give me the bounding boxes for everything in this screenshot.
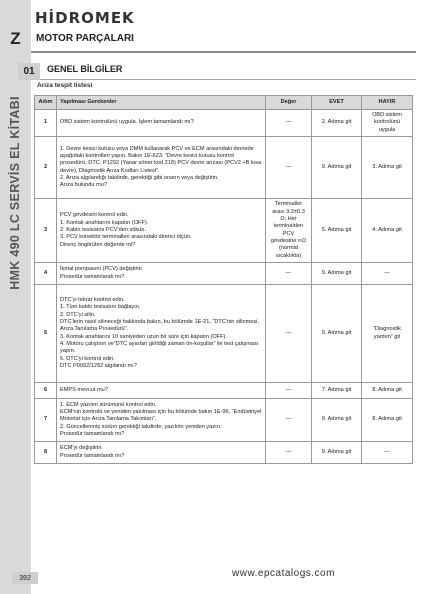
action-line: 2. Arıza algılandığı takdirde, gerektiği gibi onarın veya değiştirin. (60, 175, 219, 181)
table-row (35, 110, 413, 137)
action-line: 1. Devre kesici kutusu veya DMM kullanarak PCV ve ECM arasındaki devrede aşağıdaki kontrolleri yapın. Bakın 1E-623, “Devre kesici kutusu kontrol prosedürü, DTC: P1292 (Yanar söner kod 218) PCV devre arızası (PCV2 +B kısa devre), Diagnostik Arıza Kodları Listesi”. (60, 145, 262, 174)
header-actions: Yapılması Gerekenler (57, 96, 266, 110)
section-subtitle: Arıza tespit listesi (37, 82, 93, 89)
step-cell: 1 (35, 110, 57, 137)
action-line: 1. ECM yazılım sürümünü kontrol edin. (60, 401, 157, 408)
table-row (35, 199, 413, 263)
header-no: HAYIR (362, 96, 413, 110)
yes-cell: 9. Adıma git (312, 442, 362, 464)
action-line: Direnç öngörülen değerde mi? (60, 241, 136, 248)
header-yes: EVET (312, 96, 362, 110)
watermark: www.epcatalogs.com (232, 568, 335, 579)
header-divider (31, 51, 416, 53)
brand-logo: HİDROMEK (35, 9, 135, 27)
action-line: 2. Kablo tesisatını PCV'den sökün. (60, 226, 146, 233)
value-cell: — (266, 442, 312, 464)
chapter-title: MOTOR PARÇALARI (36, 33, 134, 44)
action-line: 2. Güncellenmiş sürüm gerektiği takdirde, yazılımı yeniden yazın. (60, 423, 222, 430)
action-line: 1. Tüm kablo tesisatını bağlayın. (60, 304, 141, 311)
no-cell: — (362, 263, 413, 285)
step-cell: 2 (35, 137, 57, 199)
actions-cell (57, 285, 266, 383)
table-header-row (35, 96, 413, 110)
action-line: Prosedür tamamlandı mı? (60, 452, 125, 459)
action-line: PCV gövdesini kontrol edin. (60, 212, 129, 219)
no-cell: — (362, 442, 413, 464)
section-divider (40, 79, 416, 80)
step-cell: 7 (35, 399, 57, 442)
side-bar (0, 0, 31, 594)
table-row (35, 285, 413, 383)
yes-cell: 9. Adıma git (312, 285, 362, 383)
action-line: İkmal pompasını (PCV) değiştirin. (60, 266, 144, 273)
step-cell: 5 (35, 285, 57, 383)
chapter-letter: Z (10, 29, 21, 48)
value-cell: — (266, 399, 312, 442)
no-cell: OBD sistem kontrolünü uygula (362, 110, 413, 137)
no-cell: 4. Adıma git (362, 199, 413, 263)
action-line: 2. DTC'yi silin. (60, 311, 96, 318)
actions-cell (57, 442, 266, 464)
actions-cell (57, 137, 266, 199)
actions-cell (57, 383, 266, 399)
table-row (35, 442, 413, 464)
table-row (35, 399, 413, 442)
header-step: Adım (35, 96, 57, 110)
page-number: 392 (12, 572, 38, 584)
no-cell: “Diagnostik yardım” git (362, 285, 413, 383)
yes-cell: 7. Adıma git (312, 383, 362, 399)
value-cell: — (266, 383, 312, 399)
header-value: Değer (266, 96, 312, 110)
action-line: 3. PCV konektör terminalleri arasındaki direnci ölçün. (60, 234, 192, 241)
value-cell: — (266, 110, 312, 137)
no-cell: 8. Adıma git (362, 383, 413, 399)
actions-cell (57, 399, 266, 442)
side-title-container (4, 95, 26, 290)
action-line: ECM'nin kontrolü ve yeniden yazılması için bu bölümde bakın 1E-96, “Endüstriyel Motorlar için Arıza Tanılama Takımları”. (60, 409, 262, 423)
action-line: OBD sistem kontrolünü uygula. İşlem tamamlandı mı? (60, 119, 194, 126)
action-line: ECM'yi değiştirin. (60, 445, 104, 452)
value-cell: Terminaller arası 3.2±0.3 Ω; Her terminalden PCV gövdesine:∞Ω (normal sıcaklıkta) (266, 199, 312, 263)
action-line: DTC P0092/1292 algılandı mı? (60, 363, 137, 370)
actions-cell (57, 110, 266, 137)
action-line: DTC'lerin nasıl silineceği hakkında bakın, bu bölümde 1E-21, “DTC'nin silinmesi, Arıza Tanılama Prosedürü”. (60, 318, 259, 333)
no-cell: 3. Adıma git (362, 137, 413, 199)
action-line: Arıza bulundu mu? (60, 182, 107, 189)
yes-cell: 9. Adıma git (312, 263, 362, 285)
section-number: 01 (18, 63, 40, 80)
actions-cell (57, 263, 266, 285)
table-row (35, 137, 413, 199)
side-title: HMK 490 LC SERVİS EL KİTABI (8, 95, 22, 290)
value-cell: — (266, 263, 312, 285)
value-cell: — (266, 137, 312, 199)
action-line: 5. DTC'yi kontrol edin. (60, 355, 115, 362)
table-row (35, 383, 413, 399)
troubleshooting-table (34, 95, 413, 464)
action-line: Prosedür tamamlandı mı? (60, 273, 125, 280)
step-cell: 4 (35, 263, 57, 285)
action-line: DTC'yi tekrar kontrol edin. (60, 296, 125, 303)
table-row (35, 263, 413, 285)
step-cell: 8 (35, 442, 57, 464)
action-line: 3. Kontak anahtarını 10 saniyeden uzun bir süre için kapatın (OFF). (60, 333, 227, 340)
section-title: GENEL BİLGİLER (47, 64, 123, 74)
yes-cell: 9. Adıma git (312, 137, 362, 199)
action-line: EMPS mevcut mu? (60, 386, 108, 393)
yes-cell: 2. Adıma git (312, 110, 362, 137)
yes-cell: 9. Adıma git (312, 399, 362, 442)
action-line: 1. Kontak anahtarını kapatın (OFF). (60, 219, 149, 226)
step-cell: 3 (35, 199, 57, 263)
action-line: Prosedür tamamlandı mı? (60, 431, 125, 438)
yes-cell: 5. Adıma git (312, 199, 362, 263)
no-cell: 8. Adıma git (362, 399, 413, 442)
step-cell: 6 (35, 383, 57, 399)
action-line: 4. Motoru çalıştırın ve“DTC ayarları girildiği zaman ön-koşullar” ile test çalışması yapın. (60, 341, 259, 355)
actions-cell (57, 199, 266, 263)
value-cell: — (266, 285, 312, 383)
